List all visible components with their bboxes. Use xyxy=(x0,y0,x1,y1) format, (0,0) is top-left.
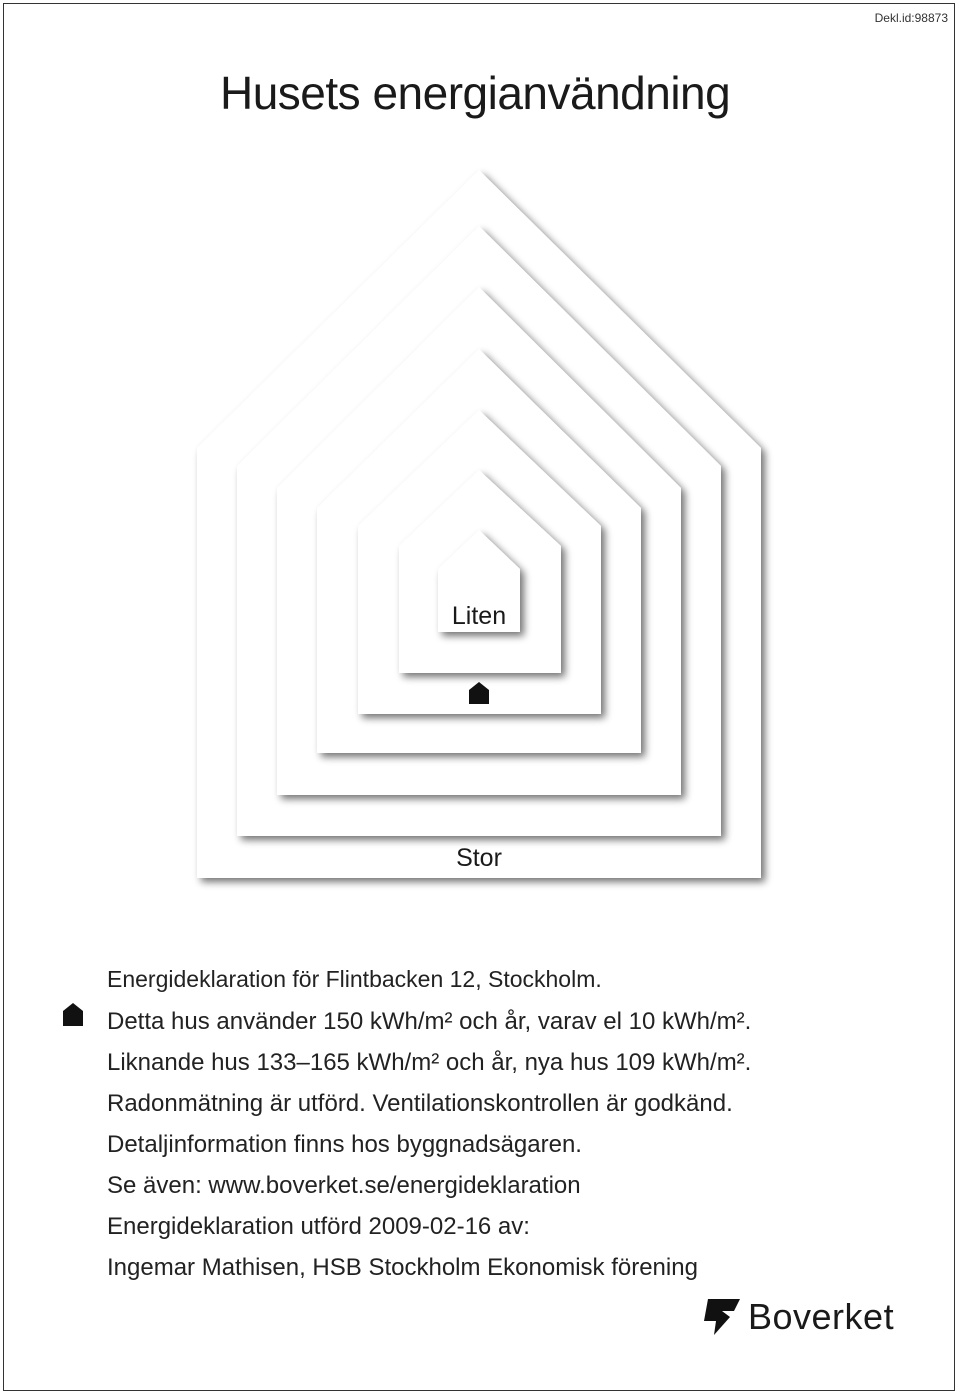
info-author: Ingemar Mathisen, HSB Stockholm Ekonomisk förening xyxy=(107,1254,698,1281)
declaration-info xyxy=(107,964,751,1288)
house-marker-icon xyxy=(468,681,490,705)
scale-label-high: Stor xyxy=(456,844,502,872)
house-bullet-icon xyxy=(62,1002,84,1027)
info-address: Energideklaration för Flintbacken 12, Stockholm. xyxy=(107,966,602,992)
info-comparison: Liknande hus 133–165 kWh/m² och år, nya hus 109 kWh/m². xyxy=(107,1049,752,1076)
info-website: Se även: www.boverket.se/energideklaration xyxy=(107,1172,581,1199)
declaration-id: Dekl.id:98873 xyxy=(874,11,948,25)
boverket-logo xyxy=(700,1296,894,1338)
boverket-logo-icon xyxy=(700,1297,744,1337)
info-radon: Radonmätning är utförd. Ventilationskontrollen är godkänd. xyxy=(107,1090,733,1117)
page-title: Husets energianvändning xyxy=(220,67,731,119)
scale-label-low: Liten xyxy=(451,602,507,630)
info-details: Detaljinformation finns hos byggnadsägaren. xyxy=(107,1131,582,1158)
boverket-logo-text: Boverket xyxy=(748,1296,895,1337)
info-usage: Detta hus använder 150 kWh/m² och år, varav el 10 kWh/m². xyxy=(107,1008,752,1035)
info-date: Energideklaration utförd 2009-02-16 av: xyxy=(107,1213,530,1240)
